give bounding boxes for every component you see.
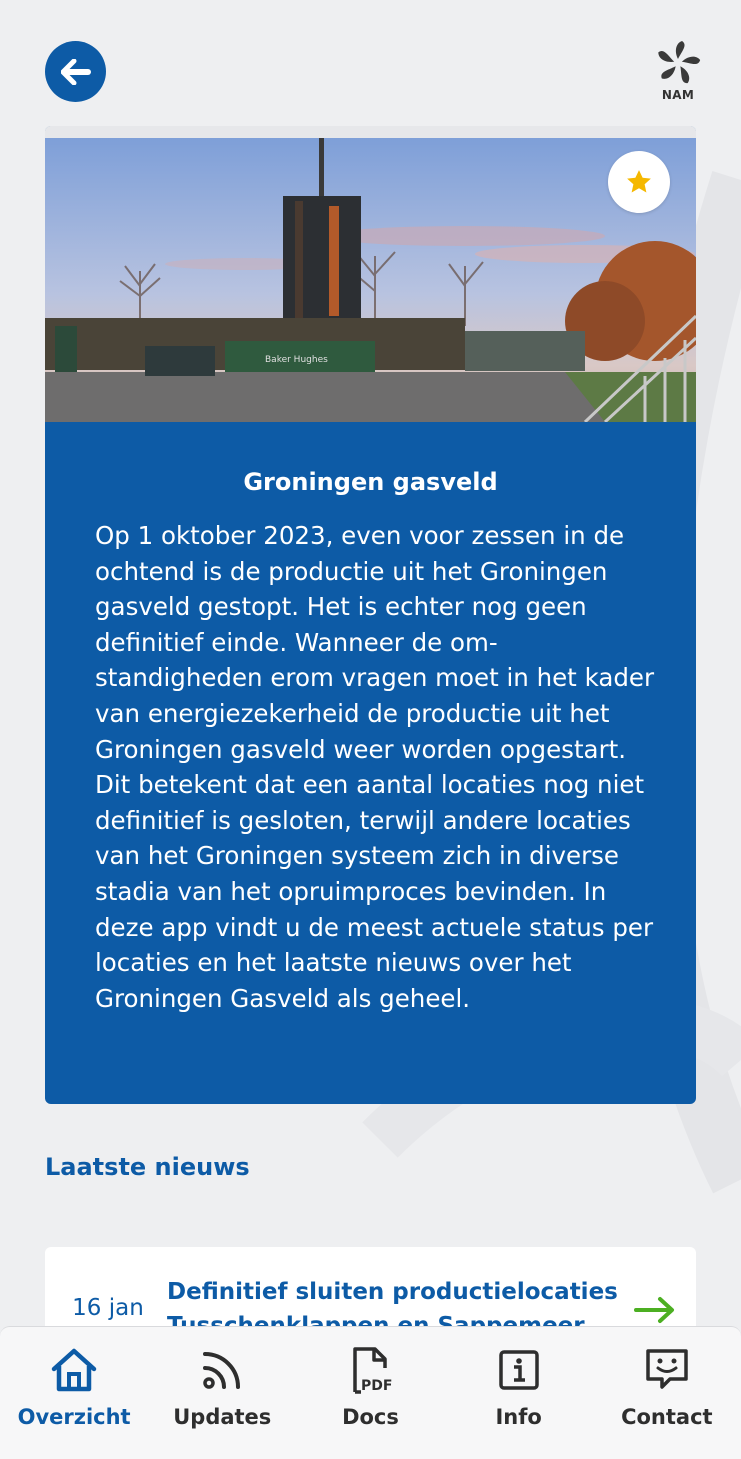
logo-text: NAM (661, 88, 695, 102)
card-title: Groningen gasveld (243, 468, 498, 496)
tab-label: Updates (173, 1405, 272, 1429)
pdf-icon (345, 1345, 395, 1395)
favorite-button[interactable] (608, 151, 670, 213)
chat-smile-icon (642, 1345, 692, 1395)
tab-info[interactable] (445, 1327, 593, 1459)
tab-label: Contact (621, 1405, 713, 1429)
rss-icon (197, 1345, 247, 1395)
bottom-tab-bar (0, 1326, 741, 1459)
tab-updates[interactable] (148, 1327, 296, 1459)
tab-label: Docs (342, 1405, 399, 1429)
gasveld-card (45, 126, 696, 1104)
news-date: 16 jan (72, 1295, 144, 1321)
info-icon (494, 1345, 544, 1395)
arrow-left-icon (61, 59, 91, 85)
news-title: Definitief sluiten productielocaties (167, 1279, 618, 1305)
tab-label: Overzicht (17, 1405, 131, 1429)
star-icon (624, 167, 654, 197)
nam-logo (652, 40, 704, 106)
home-icon (49, 1345, 99, 1395)
tab-contact[interactable] (593, 1327, 741, 1459)
drilling-site-illustration (45, 126, 696, 422)
latest-news-heading: Laatste nieuws (45, 1153, 250, 1181)
hero-image (45, 126, 696, 422)
tab-label: Info (495, 1405, 542, 1429)
tab-docs[interactable] (296, 1327, 444, 1459)
svg-text:PDF: PDF (361, 1378, 393, 1394)
tab-overzicht[interactable] (0, 1327, 148, 1459)
nam-logo-icon (655, 40, 701, 86)
back-button[interactable] (45, 41, 106, 102)
card-description: Op 1 oktober 2023, even voor zessen in de ochtend is de productie uit het Groningen gasveld gestopt. Het is echter nog geen definitief einde. Wanneer de omstandigheden erom vragen moet in het kader van energiezekerheid de productie uit het Groningen gasveld weer worden opgestart. Dit betekent dat een aantal locaties nog niet definitief is gesloten, terwijl andere locaties van het Groningen systeem zich in diverse stadia van het opruimproces bevinden. In deze app vindt u de meest actuele status per locaties en het laatste nieuws over het Groningen Gasveld als geheel. (95, 521, 655, 1013)
container-sign: Baker Hughes (265, 355, 328, 365)
arrow-right-icon[interactable] (633, 1293, 677, 1327)
